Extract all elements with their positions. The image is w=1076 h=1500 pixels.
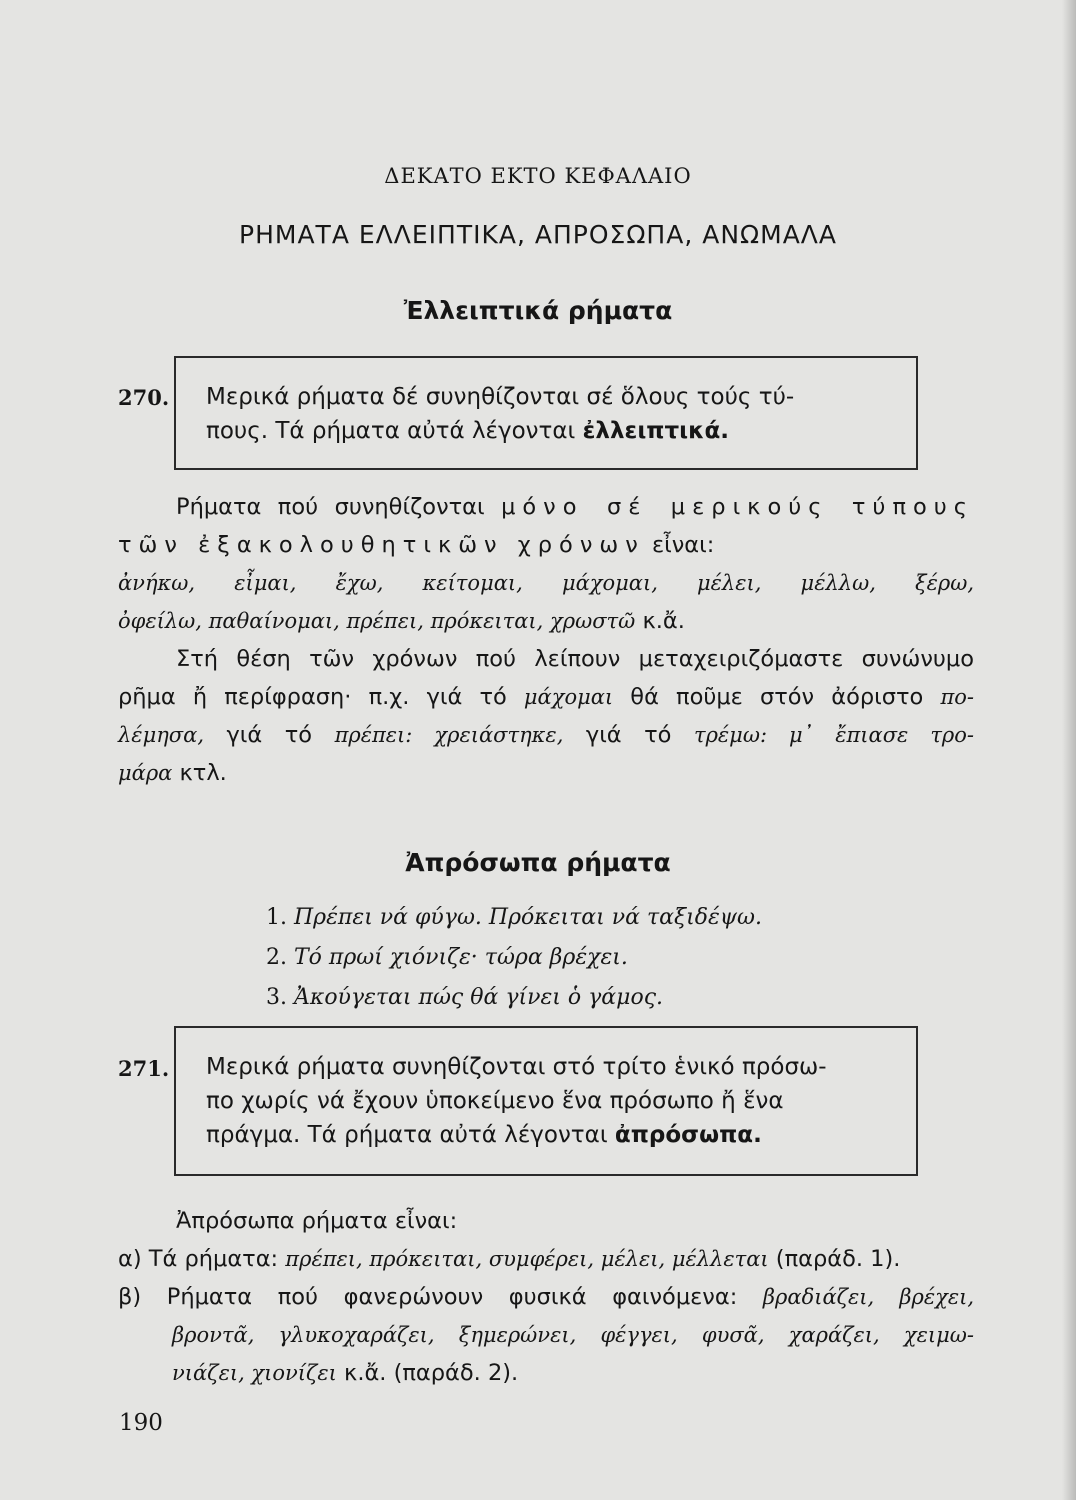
para2-line-3-i1: λέμησα, [118, 723, 204, 747]
item-a [118, 1240, 974, 1278]
elliptic-intro [118, 488, 974, 640]
intro-line-1 [118, 488, 974, 526]
chapter-label: ΔΕΚΑΤΟ ΕΚΤΟ ΚΕΦΑΛΑΙΟ [384, 164, 692, 188]
impersonal-intro: Ἀπρόσωπα ρήματα εἶναι: [176, 1208, 458, 1234]
elliptic-substitution-paragraph [118, 640, 974, 792]
item-b-label: β) Ρήματα πού φανερώνουν φυσικά φαινόμενα: [118, 1284, 763, 1310]
para2-line-4 [118, 754, 974, 792]
example-text: Τό πρωί χιόνιζε· τώρα βρέχει. [294, 945, 628, 970]
item-b-line-3 [118, 1354, 974, 1392]
example-text: Ἀκούγεται πώς θά γίνει ὁ γάμος. [294, 985, 664, 1010]
rule-271-line-1: Μερικά ρήματα συνηθίζονται στό τρίτο ἑνικό πρόσω- [206, 1054, 827, 1080]
section-heading-elliptic: Ἐλλειπτικά ρήματα [403, 296, 673, 325]
example-text: Πρέπει νά φύγω. Πρόκειται νά ταξιδέψω. [294, 905, 762, 930]
item-b-verbs-3: νιάζει, χιονίζει [172, 1361, 337, 1385]
example-number: 3. [266, 985, 287, 1010]
intro-line-2-text: εἶναι: [644, 532, 715, 558]
para2-line-2-i1: μάχομαι [523, 685, 614, 709]
rule-number-271: 271. [118, 1056, 170, 1081]
rule-271-line-2: πο χωρίς νά ἔχουν ὑποκείμενο ἕνα πρόσωπο ἤ ἕνα [206, 1088, 784, 1114]
item-a-verbs: πρέπει, πρόκειται, συμφέρει, μέλει, μέλλεται [285, 1247, 769, 1271]
rule-270-line-2-text: πους. Τά ρήματα αὐτά λέγονται [206, 418, 583, 444]
chapter-title: ΡΗΜΑΤΑ ΕΛΛΕΙΠΤΙΚΑ, ΑΠΡΟΣΩΠΑ, ΑΝΩΜΑΛΑ [239, 220, 837, 249]
rule-270-line-1: Μερικά ρήματα δέ συνηθίζονται σέ ὅλους τούς τύ- [206, 384, 795, 410]
para2-line-2-i2: πο- [940, 685, 974, 709]
rule-270-line-2 [206, 414, 896, 448]
example-item [266, 978, 762, 1018]
rule-number-270: 270. [118, 385, 170, 410]
example-item [266, 898, 762, 938]
item-b-line-1 [118, 1278, 974, 1316]
para2-line-3-a: γιά τό [204, 722, 335, 748]
impersonal-examples-list [266, 898, 762, 1018]
item-b-verbs-2: βροντᾶ, γλυκοχαράζει, ξημερώνει, φέγγει, φυσᾶ, χαράζει, χειμω- [172, 1323, 974, 1347]
rule-box-271 [174, 1026, 918, 1176]
para2-line-2-a: ρῆμα ἤ περίφραση· π.χ. γιά τό [118, 684, 524, 710]
verbs-line-1 [118, 564, 974, 602]
rule-box-270 [174, 356, 918, 470]
verbs-line-1-text: ἀνήκω, εἶμαι, ἔχω, κείτομαι, μάχομαι, μέλει, μέλλω, ξέρω, [118, 571, 974, 595]
item-a-ref: (παράδ. 1). [768, 1246, 901, 1272]
item-b-verbs-1: βραδιάζει, βρέχει, [762, 1285, 974, 1309]
rule-271-line-3 [206, 1118, 896, 1152]
para2-line-3-i3: τρέμω: μ᾿ ἔπιασε τρο- [693, 723, 975, 747]
para2-line-3-b: γιά τό [563, 722, 694, 748]
para2-line-4-a: κτλ. [172, 760, 227, 786]
example-number: 2. [266, 945, 287, 970]
example-number: 1. [266, 905, 287, 930]
term-elliptic: ἐλλειπτικά. [582, 418, 730, 444]
term-impersonal: ἀπρόσωπα. [614, 1122, 762, 1148]
para2-line-3-i2: πρέπει: χρειάστηκε, [334, 723, 564, 747]
para2-line-2-b: θά ποῦμε στόν ἀόριστο [613, 684, 941, 710]
item-a-label: α) Τά ρήματα: [118, 1246, 286, 1272]
para2-line-3 [118, 716, 974, 754]
verbs-line-2-text: ὀφείλω, παθαίνομαι, πρέπει, πρόκειται, χρωστῶ [118, 609, 636, 633]
item-b-ref: κ.ἄ. (παράδ. 2). [336, 1360, 519, 1386]
para2-line-4-i1: μάρα [118, 761, 173, 785]
impersonal-verbs-list [118, 1202, 974, 1392]
para2-line-2 [118, 678, 974, 716]
intro-line-2 [118, 526, 974, 564]
example-item [266, 938, 762, 978]
section-heading-impersonal: Ἀπρόσωπα ρήματα [405, 848, 671, 877]
item-b-line-2 [118, 1316, 974, 1354]
page-number: 190 [119, 1410, 163, 1436]
verbs-line-2 [118, 602, 974, 640]
rule-271-line-3-text: πράγμα. Τά ρήματα αὐτά λέγονται [206, 1122, 615, 1148]
para2-line-1: Στή θέση τῶν χρόνων πού λείπουν μεταχειριζόμαστε συνώνυμο [176, 646, 974, 672]
intro-line-1-text: Ρήματα πού συνηθίζονται [176, 494, 502, 520]
intro-line-2-spaced: τῶν ἐξακολουθητικῶν χρόνων [118, 532, 645, 558]
intro-line-1-spaced: μόνο σέ μερικούς τύπους [501, 494, 974, 520]
verbs-etc: κ.ἄ. [635, 608, 685, 634]
